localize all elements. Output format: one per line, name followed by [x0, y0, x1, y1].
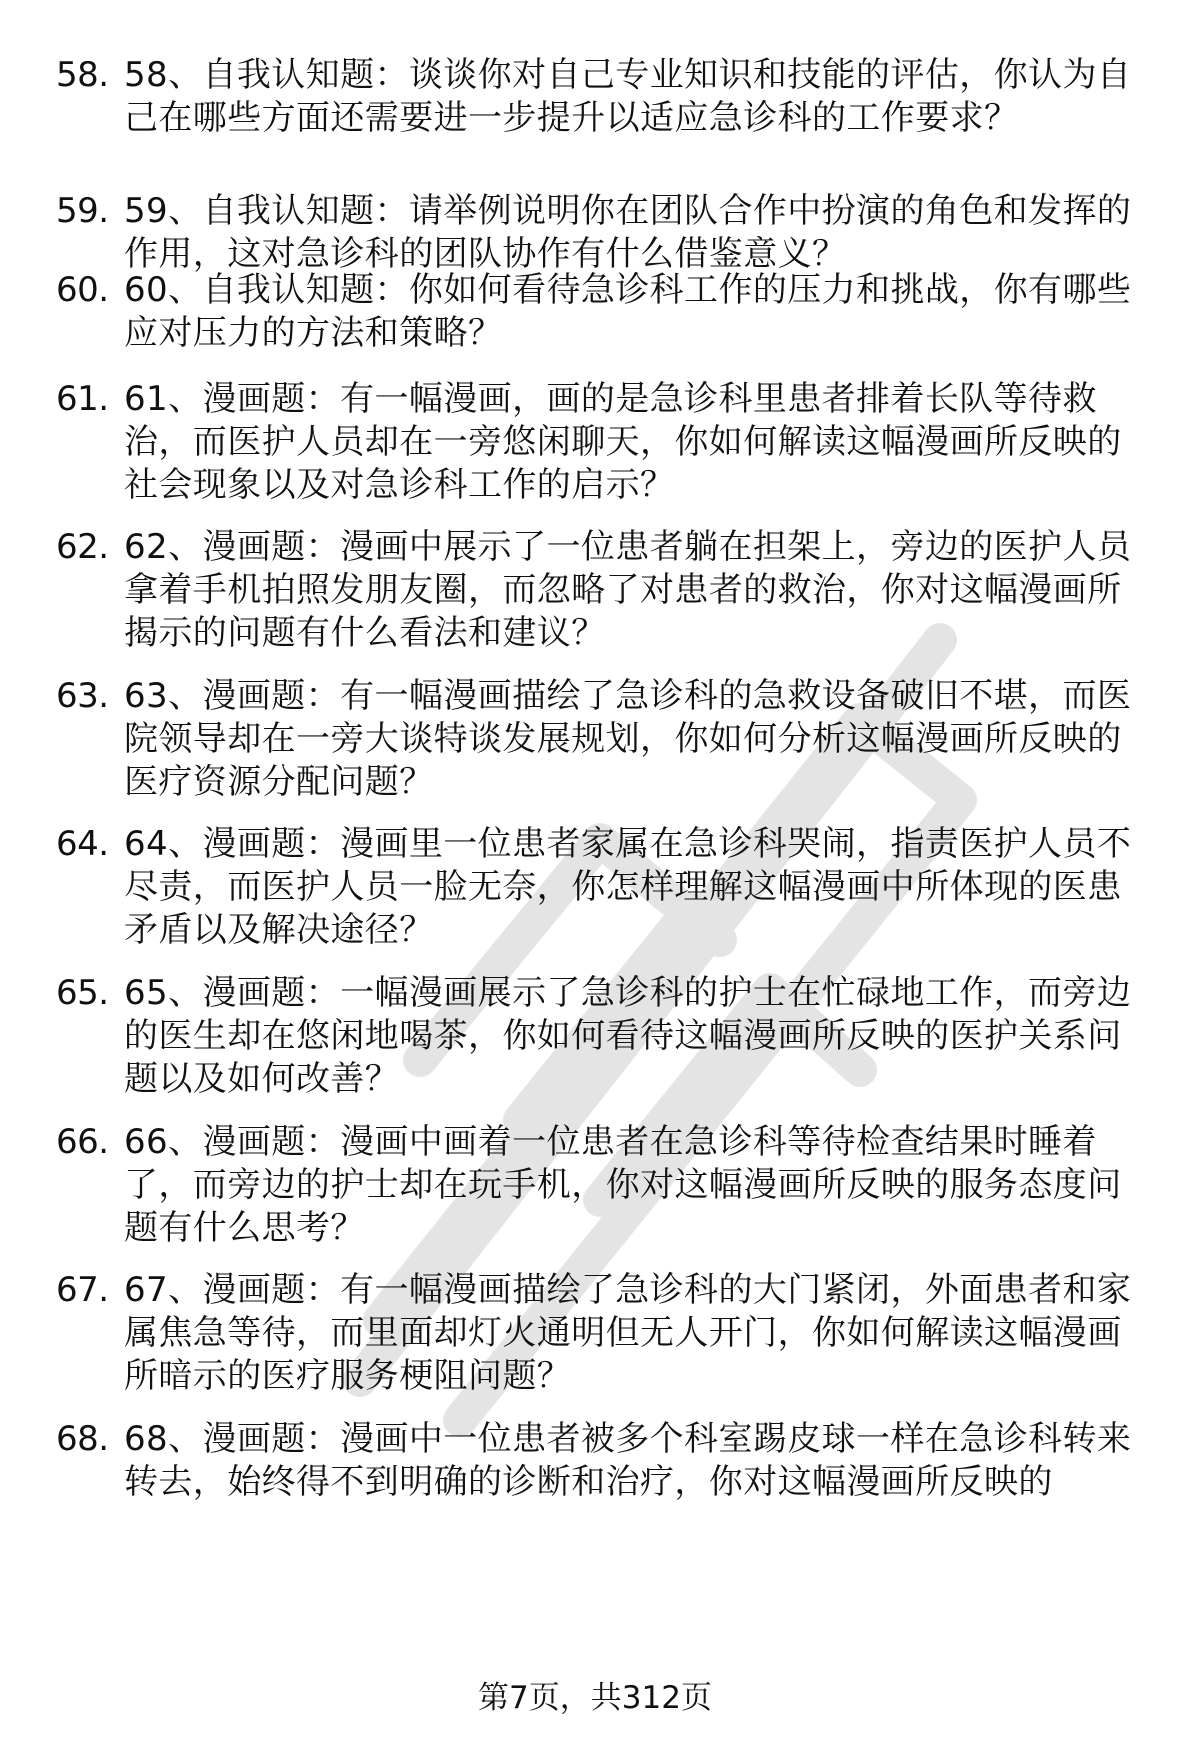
item-text: 67、漫画题：有一幅漫画描绘了急诊科的大门紧闭，外面患者和家属焦急等待，而里面却灯火通明但无人开门，你如何解读这幅漫画所暗示的医疗服务梗阻问题？ — [124, 1270, 1132, 1396]
item-number: 59. — [56, 191, 109, 231]
item-number: 63. — [56, 676, 109, 716]
item-text: 60、自我认知题：你如何看待急诊科工作的压力和挑战，你有哪些应对压力的方法和策略？ — [124, 270, 1132, 353]
item-number: 66. — [56, 1122, 109, 1162]
item-text: 65、漫画题：一幅漫画展示了急诊科的护士在忙碌地工作，而旁边的医生却在悠闲地喝茶，你如何看待这幅漫画所反映的医护关系问题以及如何改善？ — [124, 973, 1132, 1099]
item-text: 63、漫画题：有一幅漫画描绘了急诊科的急救设备破旧不堪，而医院领导却在一旁大谈特谈发展规划，你如何分析这幅漫画所反映的医疗资源分配问题？ — [124, 676, 1132, 802]
item-number: 65. — [56, 973, 109, 1013]
item-number: 64. — [56, 824, 109, 864]
item-text: 59、自我认知题：请举例说明你在团队合作中扮演的角色和发挥的作用，这对急诊科的团队协作有什么借鉴意义？ — [124, 191, 1132, 274]
item-text: 66、漫画题：漫画中画着一位患者在急诊科等待检查结果时睡着了，而旁边的护士却在玩手机，你对这幅漫画所反映的服务态度问题有什么思考？ — [124, 1122, 1122, 1248]
item-number: 58. — [56, 55, 109, 95]
item-text: 68、漫画题：漫画中一位患者被多个科室踢皮球一样在急诊科转来转去，始终得不到明确的诊断和治疗，你对这幅漫画所反映的 — [124, 1419, 1132, 1502]
item-number: 68. — [56, 1419, 109, 1459]
item-number: 61. — [56, 379, 109, 419]
item-number: 60. — [56, 270, 109, 310]
item-text: 61、漫画题：有一幅漫画，画的是急诊科里患者排着长队等待救治，而医护人员却在一旁悠闲聊天，你如何解读这幅漫画所反映的社会现象以及对急诊科工作的启示？ — [124, 379, 1122, 505]
item-text: 64、漫画题：漫画里一位患者家属在急诊科哭闹，指责医护人员不尽责，而医护人员一脸无奈，你怎样理解这幅漫画中所体现的医患矛盾以及解决途径？ — [124, 824, 1132, 950]
item-text: 58、自我认知题：谈谈你对自己专业知识和技能的评估，你认为自己在哪些方面还需要进一步提升以适应急诊科的工作要求？ — [124, 55, 1132, 138]
item-number: 67. — [56, 1270, 109, 1310]
item-text: 62、漫画题：漫画中展示了一位患者躺在担架上，旁边的医护人员拿着手机拍照发朋友圈，而忽略了对患者的救治，你对这幅漫画所揭示的问题有什么看法和建议？ — [124, 527, 1132, 653]
item-number: 62. — [56, 527, 109, 567]
page-footer: 第7页，共312页 — [478, 1680, 712, 1716]
